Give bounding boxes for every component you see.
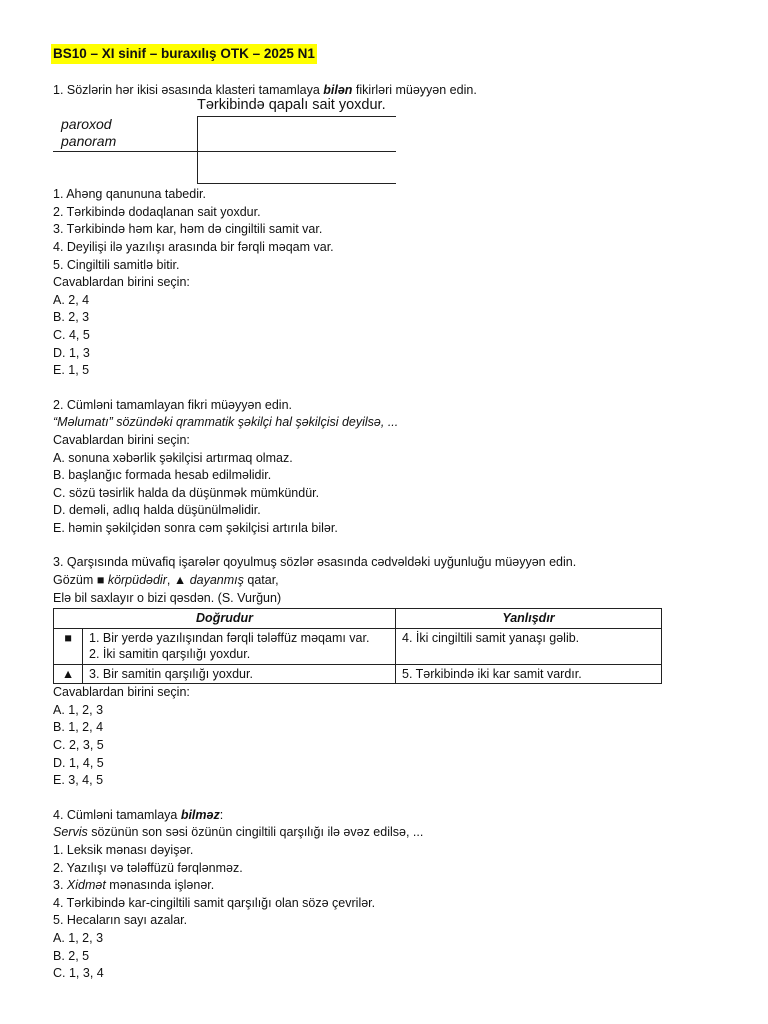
square-symbol-icon: ■: [96, 573, 105, 588]
question-4: [53, 807, 693, 983]
list-item: 4. Tərkibində kar-cingiltili samit qarşılığı olan sözə çevrilər.: [53, 895, 376, 910]
question-2: [53, 397, 693, 538]
answer-option[interactable]: E. 3, 4, 5: [53, 773, 104, 788]
answer-option[interactable]: B. 2, 3: [53, 310, 90, 325]
list-item: 4. Deyilişi ilə yazılışı arasında bir fərqli məqam var.: [53, 239, 334, 254]
verse-text: qatar,: [243, 573, 279, 588]
q1-stem-before: 1. Sözlərin hər ikisi əsasında klasteri tamamlaya: [53, 82, 324, 97]
answer-option[interactable]: B. 2, 5: [53, 948, 90, 963]
cell-false: 4. İki cingiltili samit yanaşı gəlib.: [396, 628, 662, 664]
verse-text: Gözüm: [53, 573, 97, 588]
q1-options: [53, 292, 693, 380]
q3-table: [53, 608, 662, 684]
header-true: Doğrudur: [54, 609, 396, 629]
triangle-symbol-icon: ▲: [54, 664, 83, 684]
answer-option[interactable]: E. 1, 5: [53, 363, 90, 378]
answer-option[interactable]: D. deməli, adlıq halda düşünülməlidir.: [53, 503, 261, 518]
cluster-word: paroxod: [61, 116, 112, 133]
answer-option[interactable]: D. 1, 4, 5: [53, 755, 104, 770]
list-item: 3. Tərkibində həm kar, həm də cingiltili samit var.: [53, 222, 323, 237]
q4-stem-emphasis: bilməz: [180, 807, 220, 822]
list-item: 1. Ahəng qanununa tabedir.: [53, 187, 206, 202]
answer-option[interactable]: B. başlanğıc formada hesab edilməlidir.: [53, 468, 272, 483]
answer-option[interactable]: A. 1, 2, 3: [53, 702, 104, 717]
answer-option[interactable]: E. həmin şəkilçidən sonra cəm şəkilçisi artırıla bilər.: [53, 520, 338, 535]
list-item: 2. Tərkibində dodaqlanan sait yoxdur.: [53, 204, 261, 219]
cluster-header: Tərkibində qapalı sait yoxdur.: [197, 97, 386, 114]
list-item: 2. Yazılışı və tələffüzü fərqlənməz.: [53, 860, 243, 875]
q3-verse-line-1: [53, 572, 693, 590]
q4-quote: [53, 824, 693, 842]
q2-quote: “Məlumatı” sözündəki qrammatik şəkilçi hal şəkilçisi deyilsə, ...: [53, 415, 399, 430]
answer-option[interactable]: C. 4, 5: [53, 327, 90, 342]
cluster-line: [197, 183, 396, 184]
table-row: [54, 664, 662, 684]
q3-verse-line-2: Elə bil saxlayır o bizi qəsdən. (S. Vurğun): [53, 590, 282, 605]
q2-choose: Cavablardan birini seçin:: [53, 432, 190, 447]
answer-option[interactable]: A. 1, 2, 3: [53, 930, 104, 945]
answer-option[interactable]: C. 1, 3, 4: [53, 966, 104, 981]
q1-choose: Cavablardan birini seçin:: [53, 275, 190, 290]
answer-option[interactable]: B. 1, 2, 4: [53, 720, 104, 735]
triangle-symbol-icon: ▲: [173, 573, 187, 588]
q1-stem-after: fikirləri müəyyən edin.: [352, 82, 477, 97]
marked-word-square: körpüdədir: [107, 573, 167, 588]
statement-text: mənasında işlənər.: [105, 878, 215, 893]
table-statement: 2. İki samitin qarşılığı yoxdur.: [89, 647, 251, 662]
cluster-word: panoram: [61, 133, 117, 150]
answer-option[interactable]: D. 1, 3: [53, 345, 90, 360]
marked-word-triangle: dayanmış: [189, 573, 244, 588]
cluster-divider: [197, 116, 198, 184]
q1-stem-emphasis: bilən: [323, 82, 353, 97]
q1-statements: [53, 186, 693, 274]
q1-cluster-diagram: [53, 97, 693, 186]
statement-word: Xidmət: [66, 878, 106, 893]
q2-stem: 2. Cümləni tamamlayan fikri müəyyən edin.: [53, 397, 292, 412]
answer-option[interactable]: A. 2, 4: [53, 292, 90, 307]
q3-choose: Cavablardan birini seçin:: [53, 685, 190, 700]
cell-true: 3. Bir samitin qarşılığı yoxdur.: [83, 664, 396, 684]
cell-true: [83, 628, 396, 664]
q4-stem-after: :: [219, 807, 224, 822]
answer-option[interactable]: C. 2, 3, 5: [53, 738, 104, 753]
q4-stem-before: 4. Cümləni tamamlaya: [53, 807, 181, 822]
q3-stem: 3. Qarşısında müvafiq işarələr qoyulmuş sözlər əsasında cədvəldəki uyğunluğu müəyyən edin.: [53, 555, 577, 570]
list-item: [53, 877, 693, 895]
q4-quote-rest: sözünün son səsi özünün cingiltili qarşılığı ilə əvəz edilsə, ...: [87, 825, 424, 840]
document-title: BS10 – XI sinif – buraxılış OTK – 2025 N1: [51, 44, 317, 64]
answer-option[interactable]: A. sonuna xəbərlik şəkilçisi artırmaq olmaz.: [53, 450, 293, 465]
cluster-line: [197, 116, 396, 117]
cluster-words: [61, 116, 116, 150]
header-false: Yanlışdır: [396, 609, 662, 629]
q4-stem: [53, 807, 693, 825]
verse-text: ,: [166, 573, 174, 588]
q4-quote-word: Servis: [53, 825, 88, 840]
title-line: [53, 44, 693, 64]
table-statement: 1. Bir yerdə yazılışından fərqli tələffüz məqamı var.: [89, 630, 370, 645]
statement-text: 3.: [53, 878, 67, 893]
cluster-line: [53, 151, 396, 152]
square-symbol-icon: ■: [54, 628, 83, 664]
table-header-row: [54, 609, 662, 629]
list-item: 5. Hecaların sayı azalar.: [53, 913, 188, 928]
list-item: 1. Leksik mənası dəyişər.: [53, 843, 194, 857]
question-3: [53, 554, 693, 789]
document-page: [53, 44, 693, 983]
answer-option[interactable]: C. sözü təsirlik halda da düşünmək mümkündür.: [53, 485, 320, 500]
list-item: 5. Cingiltili samitlə bitir.: [53, 257, 180, 272]
table-row: [54, 628, 662, 664]
cell-false: 5. Tərkibində iki kar samit vardır.: [396, 664, 662, 684]
